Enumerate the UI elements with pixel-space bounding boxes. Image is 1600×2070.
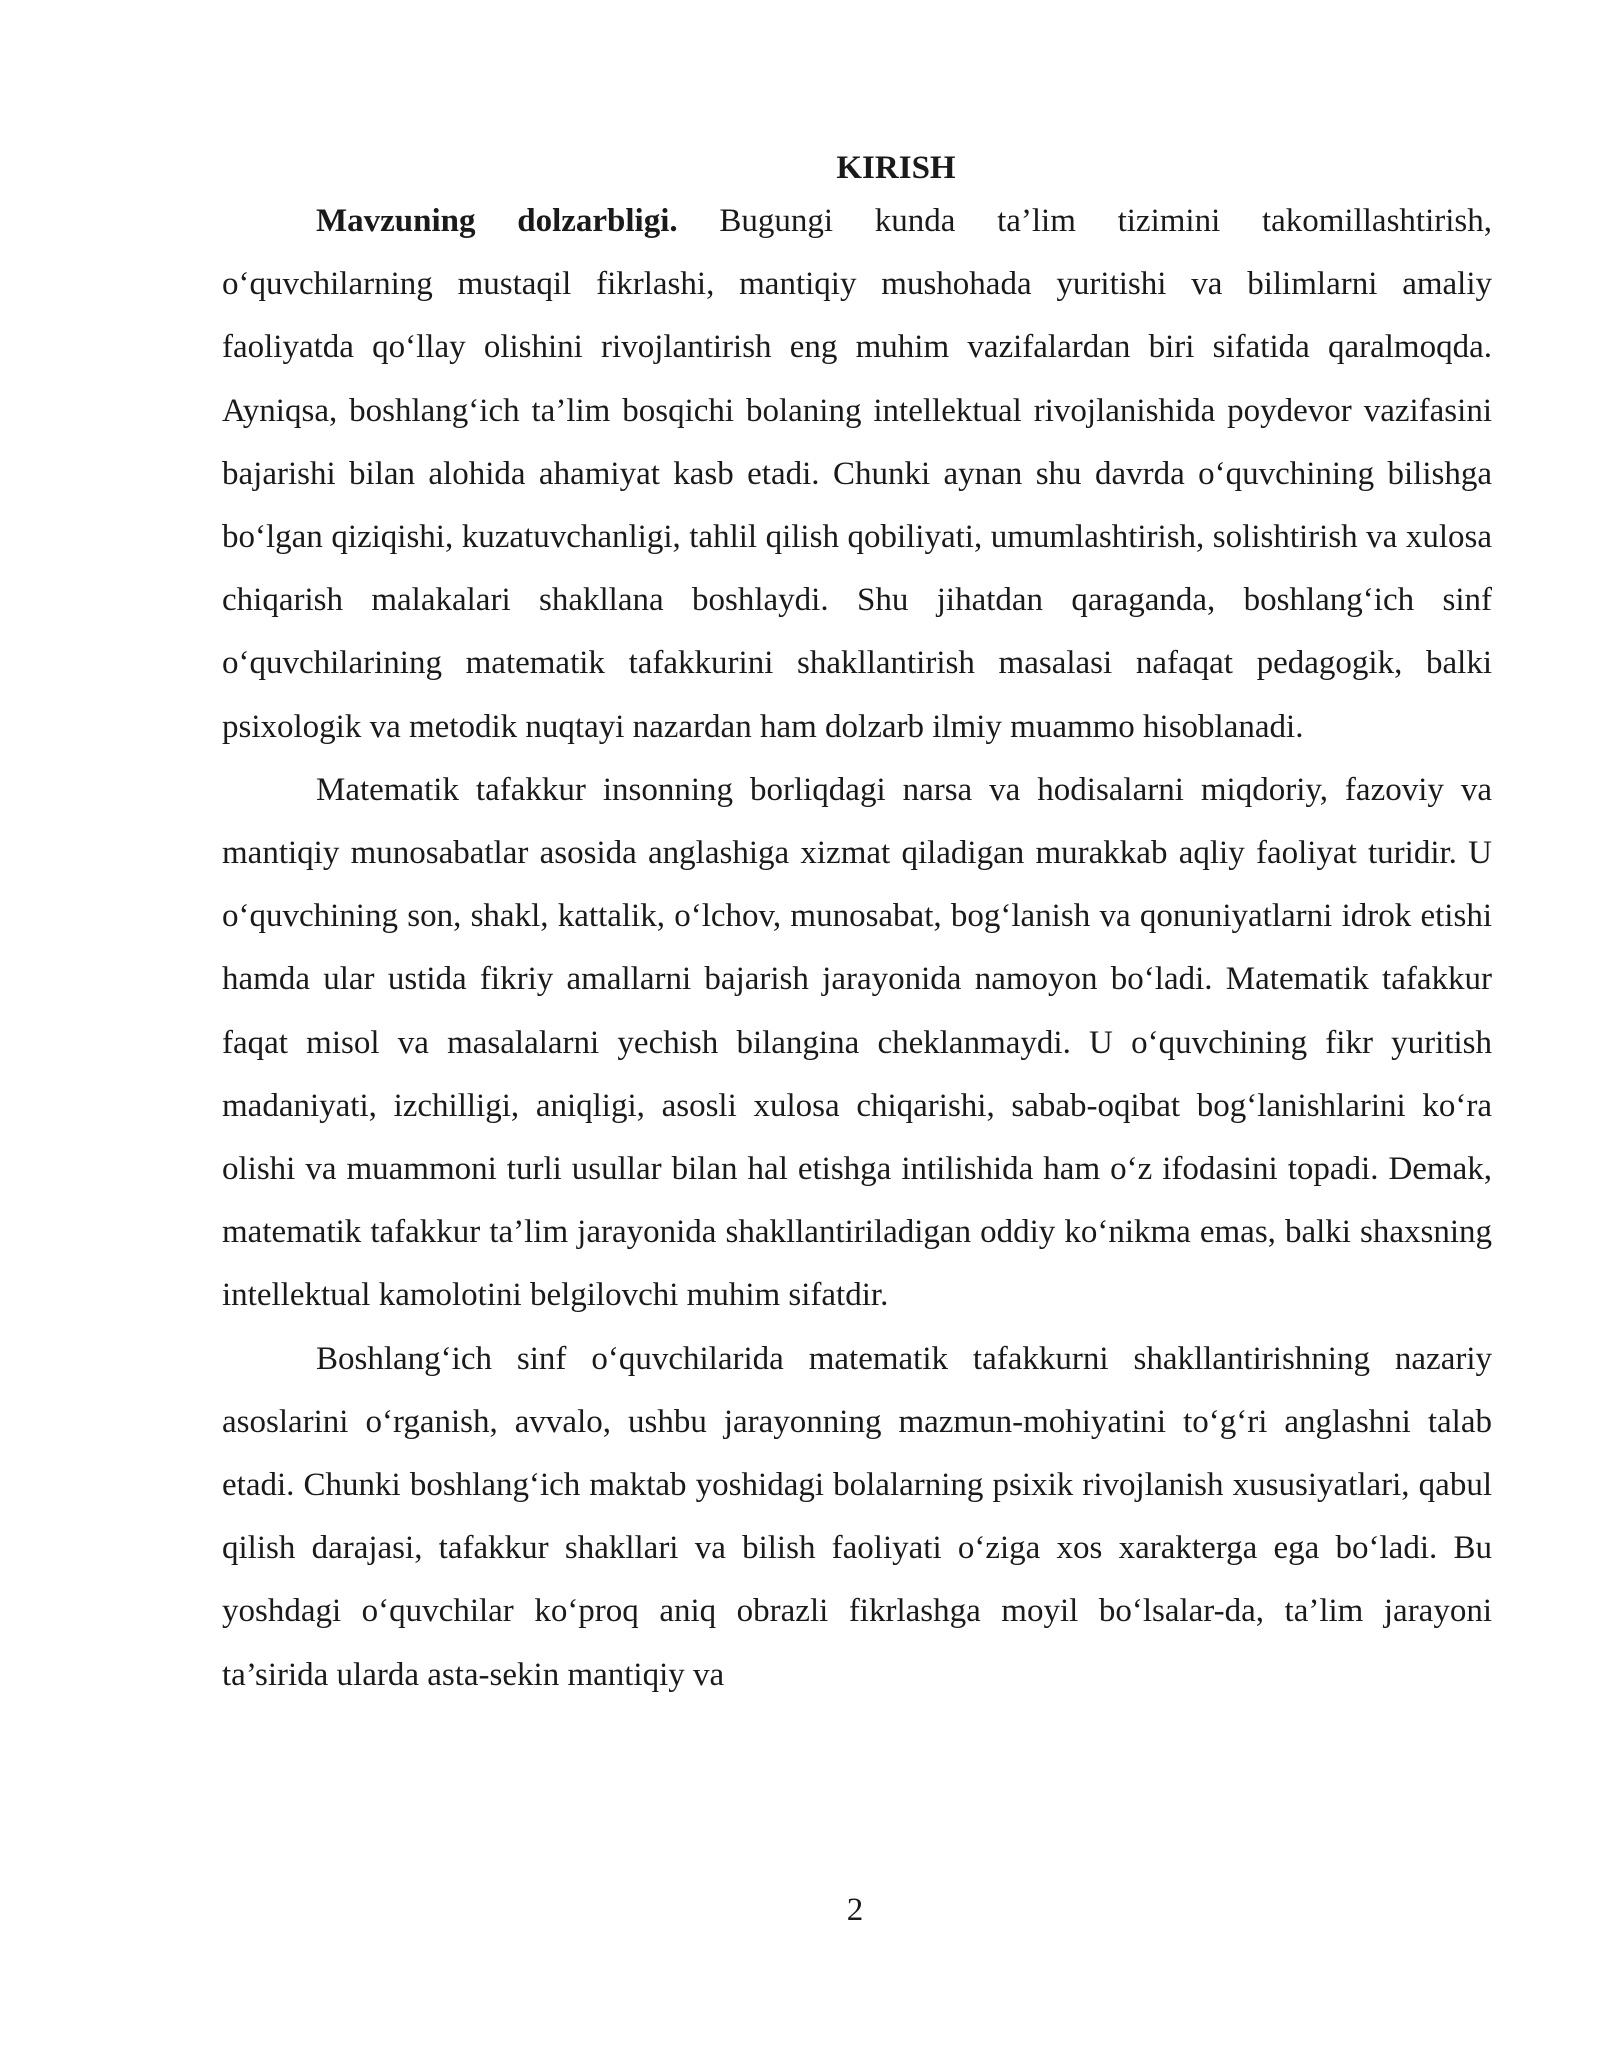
paragraph-relevance — [222, 190, 1492, 759]
page-number: 2 — [846, 1892, 864, 1928]
paragraph-lead: Mavzuning dolzarbligi. — [316, 203, 678, 239]
paragraph-text: Bugungi kunda ta’lim tizimini takomillashtirish, o‘quvchilarning mustaqil fikrlashi, mantiqiy mushohada yuritishi va bilimlarni amaliy faoliyatda qo‘llay olishini rivojlantirish eng muhim vazifalardan biri sifatida qaralmoqda. Ayniqsa, boshlang‘ich ta’lim bosqichi bolaning intellektual rivojlanishida poydevor vazifasini bajarishi bilan alohida ahamiyat kasb etadi. Chunki aynan shu davrda o‘quvchining bilishga bo‘lgan qiziqishi, kuzatuvchanligi, tahlil qilish qobiliyati, umumlashtirish, solishtirish va xulosa chiqarish malakalari shakllana boshlaydi. Shu jihatdan qaraganda, boshlang‘ich sinf o‘quvchilarining matematik tafakkurini shakllantirish masalasi nafaqat pedagogik, balki psixologik va metodik nuqtayi nazardan ham dolzarb ilmiy muammo hisoblanadi. — [222, 203, 1493, 745]
paragraph-text: Matematik tafakkur insonning borliqdagi narsa va hodisalarni miqdoriy, fazoviy va mantiqiy munosabatlar asosida anglashiga xizmat qiladigan murakkab aqliy faoliyat turidir. U o‘quvchining son, shakl, kattalik, o‘lchov, munosabat, bog‘lanish va qonuniyatlarni idrok etishi hamda ular ustida fikriy amallarni bajarish jarayonida namoyon bo‘ladi. Matematik tafakkur faqat misol va masalalarni yechish bilangina cheklanmaydi. U o‘quvchining fikr yuritish madaniyati, izchilligi, aniqligi, asosli xulosa chiqarishi, sabab-oqibat bog‘lanishlarini ko‘ra olishi va muammoni turli usullar bilan hal etishga intilishida ham o‘z ifodasini topadi. Demak, matematik tafakkur ta’lim jarayonida shakllantiriladigan oddiy ko‘nikma emas, balki shaxsning intellektual kamolotini belgilovchi muhim sifatdir. — [222, 771, 1492, 1314]
document-page — [222, 140, 1492, 1707]
paragraph-math-thinking — [222, 759, 1492, 1328]
section-heading: KIRISH — [836, 150, 956, 186]
paragraph-text: Boshlang‘ich sinf o‘quvchilarida matematik tafakkurni shakllantirishning nazariy asoslarini o‘rganish, avvalo, ushbu jarayonning mazmun-mohiyatini to‘g‘ri anglashni talab etadi. Chunki boshlang‘ich maktab yoshidagi bolalarning psixik rivojlanish xususiyatlari, qabul qilish darajasi, tafakkur shakllari va bilish faoliyati o‘ziga xos xarakterga ega bo‘ladi. Bu yoshdagi o‘quvchilar ko‘proq aniq obrazli fikrlashga moyil bo‘lsalar-da, ta’lim jarayoni ta’sirida ularda asta-sekin mantiqiy va — [222, 1340, 1492, 1693]
paragraph-theory — [222, 1328, 1492, 1707]
